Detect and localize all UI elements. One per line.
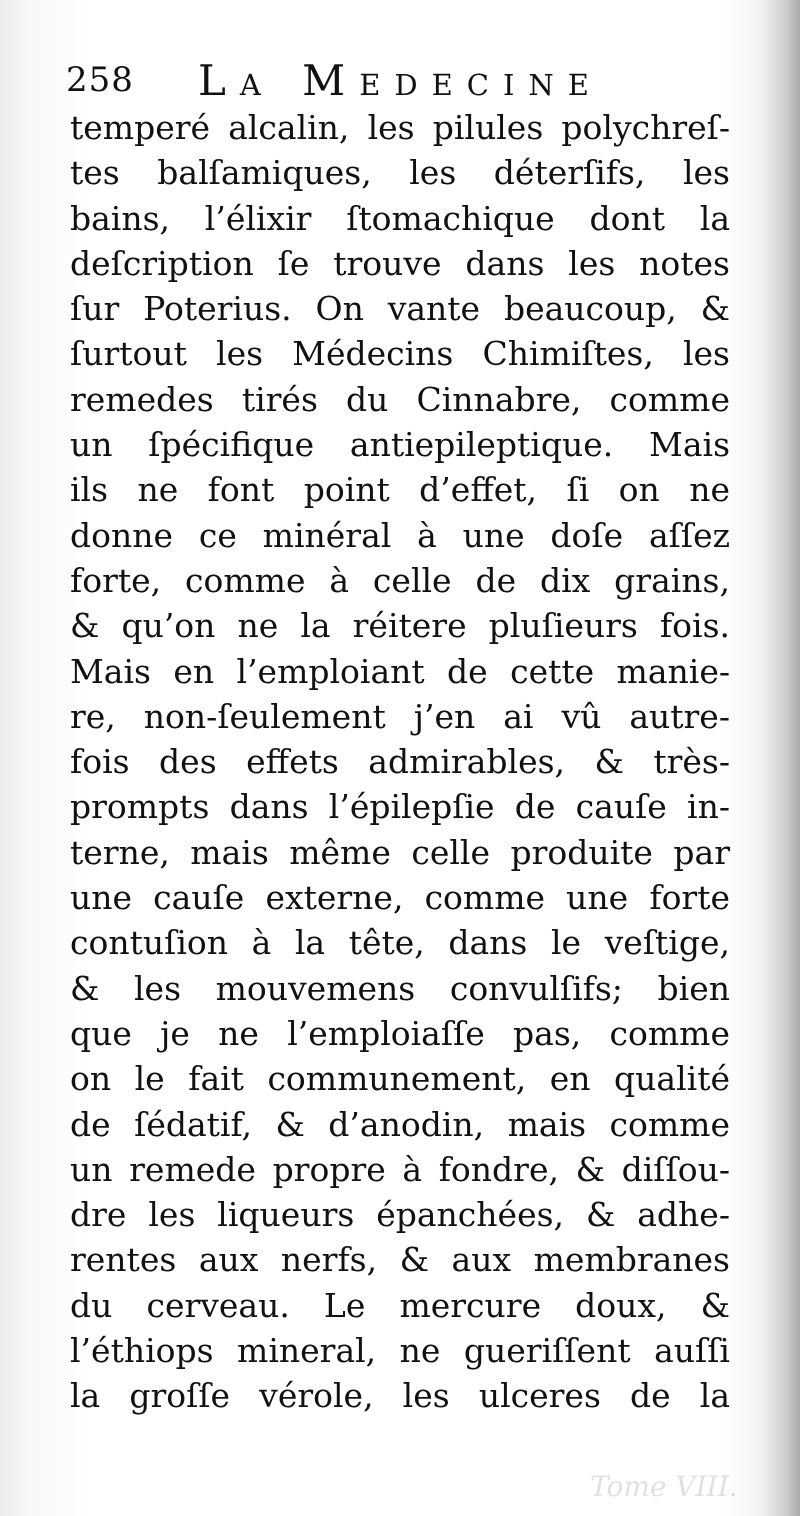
page-number: 258	[66, 60, 134, 100]
text-line: la groſſe vérole, les ulceres de la	[70, 1376, 730, 1416]
text-line: contuſion à la tête, dans le veſtige,	[70, 923, 730, 963]
text-line: on le fait communement, en qualité	[70, 1059, 730, 1099]
text-line: fois des effets admirables, & très-	[70, 742, 730, 782]
text-line: bains, l’élixir ſtomachique dont la	[70, 198, 730, 238]
text-line: du cerveau. Le mercure doux, &	[70, 1285, 730, 1325]
text-line: donne ce minéral à une doſe aſſez	[70, 515, 730, 555]
text-line: rentes aux nerfs, & aux membranes	[70, 1240, 730, 1280]
text-line: & les mouvemens convulſifs; bien	[70, 968, 730, 1008]
body-text	[70, 105, 730, 1419]
text-line: re, non-ſeulement j’en ai vû autre-	[70, 696, 730, 736]
text-line: ils ne font point d’effet, ſi on ne	[70, 470, 730, 510]
running-head: La Medecine	[198, 56, 603, 105]
text-line: ſurtout les Médecins Chimiſtes, les	[70, 334, 730, 374]
text-line: ſur Poterius. On vante beaucoup, &	[70, 289, 730, 329]
text-line: que je ne l’emploiaſſe pas, comme	[70, 1013, 730, 1053]
text-line: l’éthiops mineral, ne gueriſſent auſſi	[70, 1331, 730, 1371]
page-edge-shadow	[758, 0, 800, 1516]
text-line: dre les liqueurs épanchées, & adhe-	[70, 1195, 730, 1235]
bleed-through-text: Tome VIII.	[590, 1470, 738, 1503]
text-line: tes balſamiques, les déterſifs, les	[70, 153, 730, 193]
text-line: un remede propre à fondre, & diſſou-	[70, 1149, 730, 1189]
text-line: forte, comme à celle de dix grains,	[70, 560, 730, 600]
text-line: Mais en l’emploiant de cette manie-	[70, 651, 730, 691]
page-header	[66, 48, 726, 108]
text-line: remedes tirés du Cinnabre, comme	[70, 379, 730, 419]
text-line: un ſpécifique antiepileptique. Mais	[70, 425, 730, 465]
text-line: temperé alcalin, les pilules polychreſ-	[70, 108, 730, 147]
text-line: terne, mais même celle produite par	[70, 832, 730, 872]
text-line: deſcription ſe trouve dans les notes	[70, 243, 730, 283]
text-line: prompts dans l’épilepſie de cauſe in-	[70, 787, 730, 827]
text-line: de ſédatif, & d’anodin, mais comme	[70, 1104, 730, 1144]
text-line: & qu’on ne la réitere pluſieurs fois.	[70, 606, 730, 646]
text-line: une cauſe externe, comme une forte	[70, 878, 730, 918]
